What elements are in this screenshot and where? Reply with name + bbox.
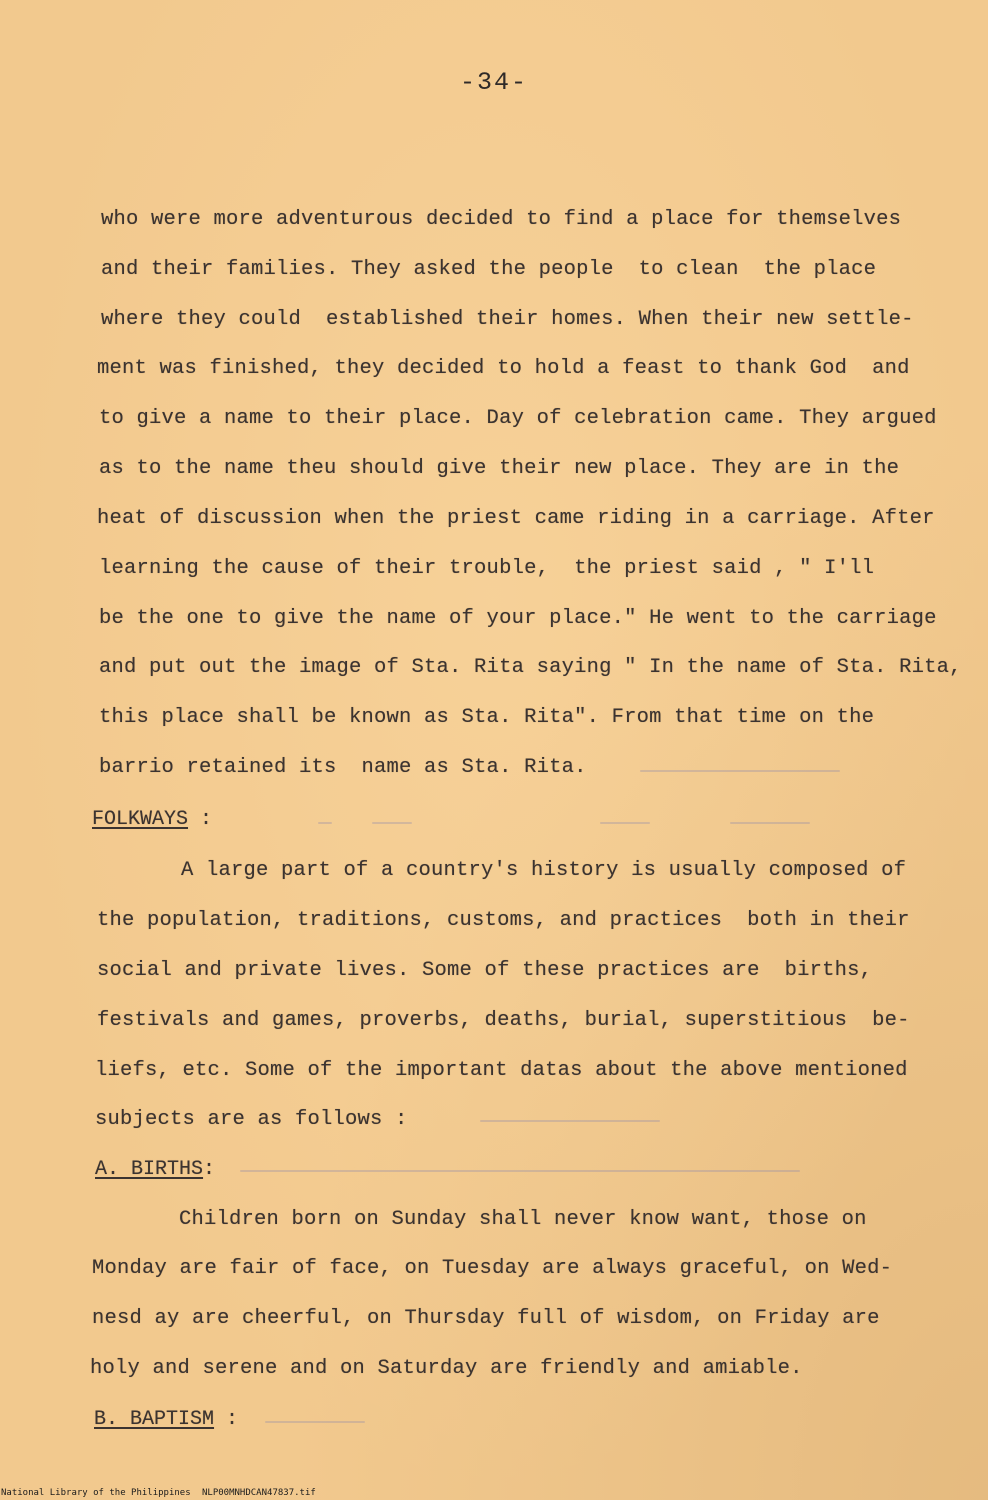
text-line: festivals and games, proverbs, deaths, burial, superstitious be-	[97, 1009, 910, 1032]
text-line: the population, traditions, customs, and practices both in their	[97, 909, 910, 932]
smudge-mark	[640, 770, 840, 772]
text-line: as to the name theu should give their new place. They are in the	[99, 457, 900, 480]
smudge-mark	[265, 1421, 365, 1423]
scan-footer	[0, 1468, 988, 1498]
section-heading-folkways	[92, 808, 212, 831]
text-line: ment was finished, they decided to hold a feast to thank God and	[97, 357, 910, 380]
smudge-mark	[240, 1170, 800, 1172]
footer-library: National Library of the Philippines	[1, 1488, 191, 1498]
text-line: this place shall be known as Sta. Rita". From that time on the	[99, 706, 875, 729]
text-line: and put out the image of Sta. Rita saying " In the name of Sta. Rita,	[99, 656, 962, 679]
text-line: who were more adventurous decided to find a place for themselves	[101, 208, 902, 231]
section-heading-births	[95, 1158, 215, 1181]
text-line: to give a name to their place. Day of celebration came. They argued	[99, 407, 937, 430]
text-line: where they could established their homes. When their new settle-	[101, 308, 914, 331]
section-heading-baptism	[94, 1408, 238, 1431]
text-line: heat of discussion when the priest came riding in a carriage. After	[97, 507, 935, 530]
text-line: social and private lives. Some of these practices are births,	[97, 959, 873, 982]
text-line: liefs, etc. Some of the important datas about the above mentioned	[95, 1059, 908, 1082]
text-line: barrio retained its name as Sta. Rita.	[99, 756, 587, 779]
heading-colon: :	[214, 1408, 239, 1431]
text-line: and their families. They asked the people to clean the place	[101, 258, 877, 281]
text-line: Children born on Sunday shall never know want, those on	[179, 1208, 867, 1231]
smudge-mark	[318, 822, 332, 824]
text-line: holy and serene and on Saturday are friendly and amiable.	[90, 1357, 803, 1380]
text-line: subjects are as follows :	[95, 1108, 408, 1131]
smudge-mark	[600, 822, 650, 824]
text-line: Monday are fair of face, on Tuesday are always graceful, on Wed-	[92, 1257, 893, 1280]
text-line: learning the cause of their trouble, the priest said , " I'll	[99, 557, 875, 580]
text-line: be the one to give the name of your place." He went to the carriage	[99, 607, 937, 630]
page-number: -34-	[459, 68, 528, 97]
heading-label: B. BAPTISM	[94, 1408, 215, 1431]
footer-filename: NLP00MNHDCAN47837.tif	[202, 1488, 316, 1498]
smudge-mark	[372, 822, 412, 824]
heading-colon: :	[188, 808, 213, 831]
text-line: nesd ay are cheerful, on Thursday full of wisdom, on Friday are	[92, 1307, 880, 1330]
heading-colon: :	[203, 1158, 216, 1181]
heading-label: FOLKWAYS	[92, 808, 189, 831]
text-line: A large part of a country's history is usually composed of	[181, 859, 907, 882]
heading-label: A. BIRTHS	[95, 1158, 204, 1181]
smudge-mark	[730, 822, 810, 824]
smudge-mark	[480, 1120, 660, 1122]
